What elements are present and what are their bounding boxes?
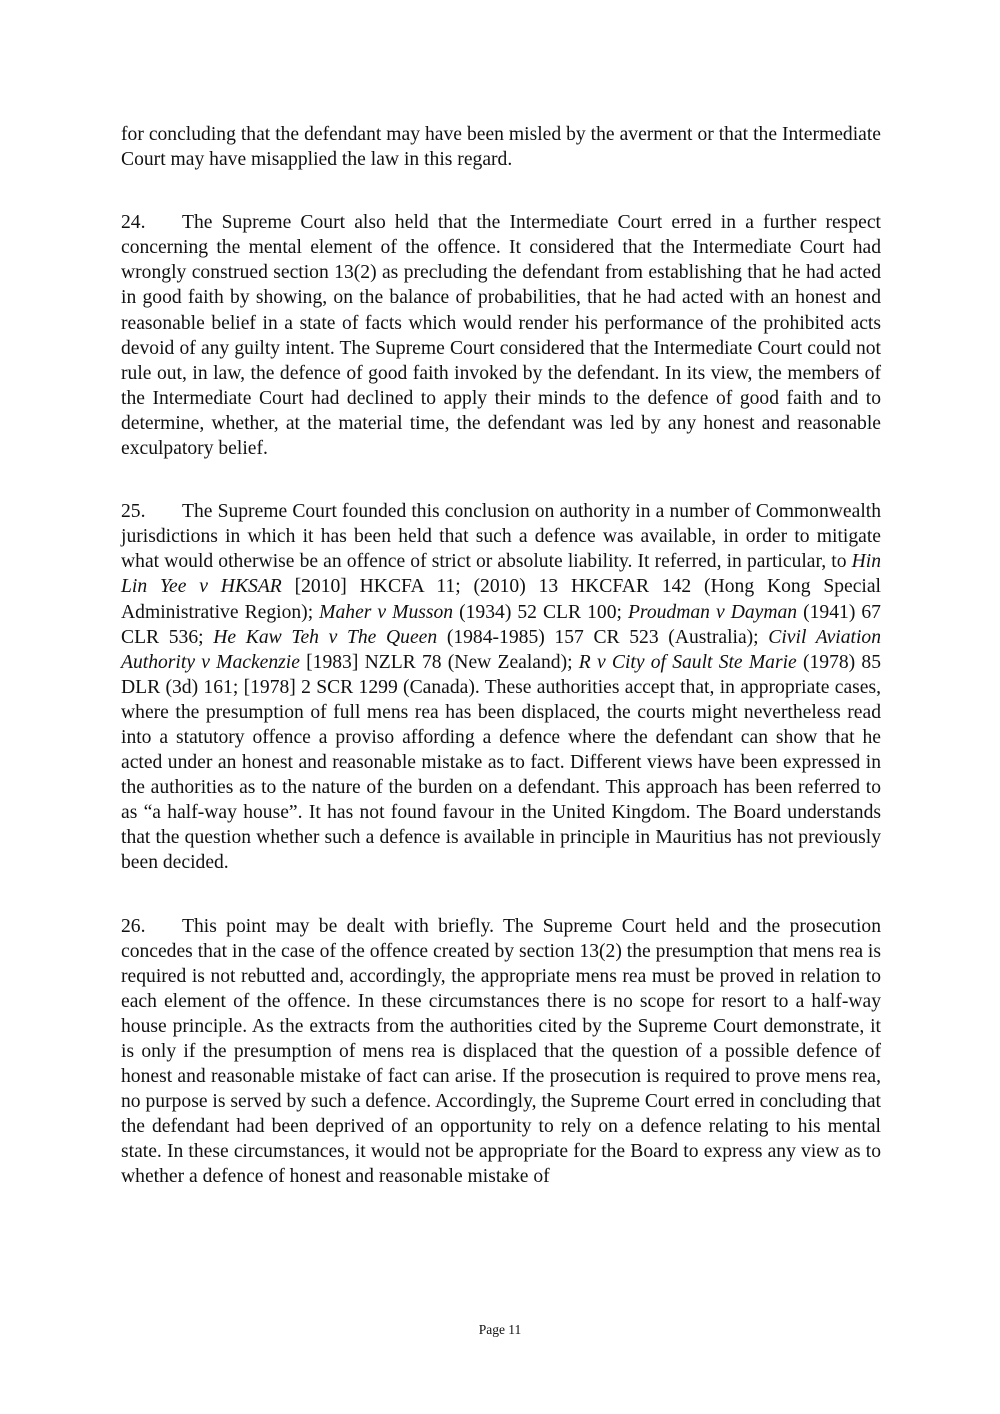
case-citation: R v City of Sault Ste Marie <box>578 651 797 673</box>
paragraph-number: 26. <box>121 915 146 937</box>
paragraph-text: (1984-1985) 157 CR 523 (Australia); <box>437 626 769 648</box>
document-body <box>121 122 881 1190</box>
paragraph-text: This point may be dealt with briefly. The Supreme Court held and the prosecution concedes that in the case of the offence created by section 13(2) the presumption that mens rea is required is not rebutted and, accordingly, the appropriate mens rea must be proved in relation to each element of the offence. In these circumstances there is no scope for resort to a half-way house principle. As the extracts from the authorities cited by the Supreme Court demonstrate, it is only if the presumption of mens rea is displaced that the question of a possible defence of honest and reasonable mistake of fact can arise. If the prosecution is required to prove mens rea, no purpose is served by such a defence. Accordingly, the Supreme Court erred in concluding that the defendant had been deprived of an opportunity to rely on a defence relating to his mental state. In these circumstances, it would not be appropriate for the Board to express any view as to whether a defence of honest and reasonable mistake of <box>121 915 881 1188</box>
page-number: Page 11 <box>478 1322 522 1337</box>
paragraph-text: (1934) 52 CLR 100; <box>453 601 628 623</box>
paragraph-text: The Supreme Court also held that the Intermediate Court erred in a further respect concerning the mental element of the offence. It considered that the Intermediate Court had wrongly construed section 13(2) as precluding the defendant from establishing that he had acted in good faith by showing, on the balance of probabilities, that he had acted with an honest and reasonable belief in a state of facts which would render his performance of the prohibited acts devoid of any guilty intent. The Supreme Court considered that the Intermediate Court could not rule out, in law, the defence of good faith invoked by the defendant. In its view, the members of the Intermediate Court had declined to apply their minds to the defence of good faith and to determine, whether, at the material time, the defendant was led by any honest and reasonable exculpatory belief. <box>121 212 881 460</box>
case-citation: Proudman v Dayman <box>627 601 798 623</box>
paragraph-25 <box>121 499 881 875</box>
paragraph-continued <box>121 122 881 172</box>
paragraph-text: (1978) 85 DLR (3d) 161; [1978] 2 SCR 1299 (Canada). These authorities accept that, in appropriate cases, where the presumption of full mens rea has been displaced, the courts might nevertheless read into a statutory offence a proviso affording a defence where the defendant can show that he acted under an honest and reasonable mistake as to fact. Different views have been expressed in the authorities as to the nature of the burden on a defendant. This approach has been referred to as “a half-way house”. It has not found favour in the United Kingdom. The Board understands that the question whether such a defence is available in principle in Mauritius has not previously been decided. <box>121 651 881 874</box>
case-citation: Hin Lin Yee v HKSAR <box>121 551 881 598</box>
paragraph-text: [2010] HKCFA 11; (2010) 13 HKCFAR 142 (Hong Kong Special Administrative Region); <box>121 576 881 623</box>
paragraph-text: for concluding that the defendant may have been misled by the averment or that the Intermediate Court may have misapplied the law in this regard. <box>121 124 881 171</box>
case-citation: Maher v Musson <box>319 601 454 623</box>
paragraph-text: [1983] NZLR 78 (New Zealand); <box>299 651 579 673</box>
paragraph-number: 25. <box>121 501 146 523</box>
paragraph-number: 24. <box>121 212 146 234</box>
case-citation: Civil Aviation Authority v Mackenzie <box>121 626 882 673</box>
paragraph-24 <box>121 210 881 461</box>
paragraph-text: The Supreme Court founded this conclusion on authority in a number of Commonwealth jurisdictions in which it has been held that such a defence was available, in order to mitigate what would otherwise be an offence of strict or absolute liability. It referred, in particular, to <box>121 501 881 573</box>
paragraph-26 <box>121 914 881 1190</box>
case-citation: He Kaw Teh v The Queen <box>213 626 438 648</box>
paragraph-text: (1941) 67 CLR 536; <box>121 601 881 648</box>
page-footer <box>0 1322 1000 1338</box>
